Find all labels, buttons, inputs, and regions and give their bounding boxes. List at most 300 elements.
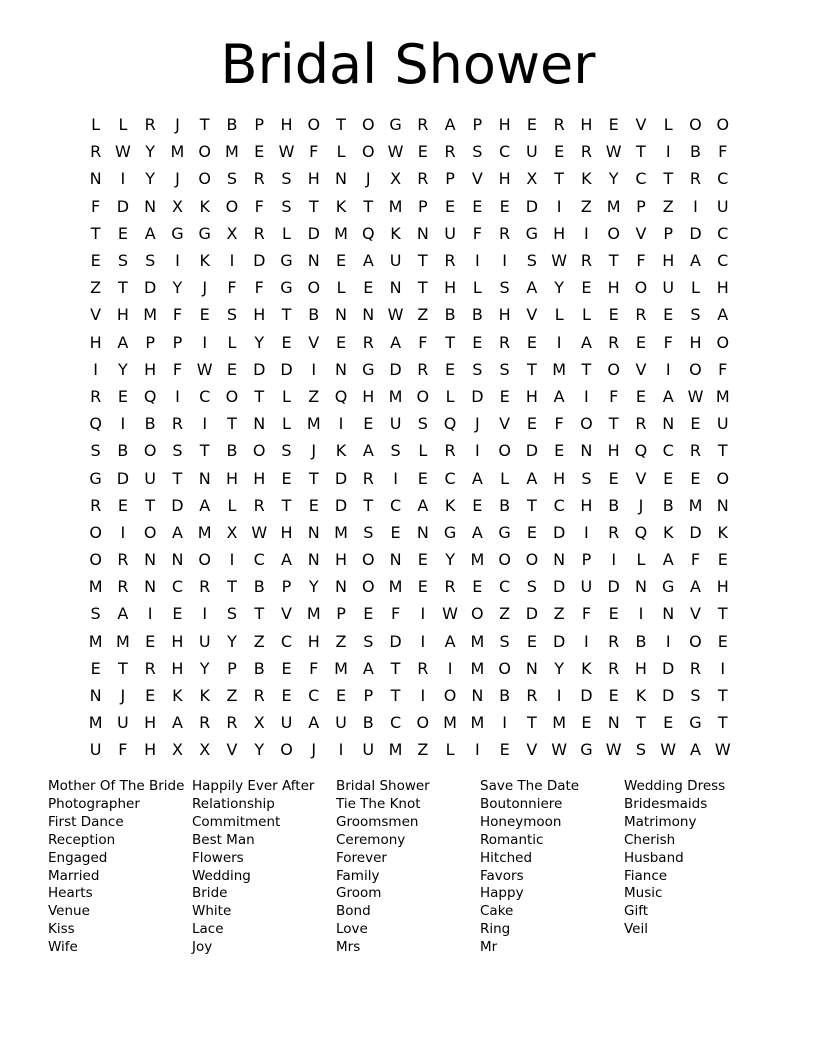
grid-letter: S — [117, 251, 128, 271]
word-list-item: Tie The Knot — [336, 795, 421, 812]
grid-letter: O — [416, 713, 430, 733]
grid-letter: R — [444, 577, 456, 597]
grid-letter: F — [309, 658, 319, 678]
grid-letter: D — [525, 196, 539, 216]
grid-letter: B — [253, 577, 265, 597]
grid-letter: N — [716, 495, 729, 515]
grid-letter: M — [552, 359, 567, 379]
grid-letter: N — [335, 577, 347, 597]
grid-letter: O — [689, 359, 702, 379]
grid-letter: S — [417, 414, 428, 434]
grid-letter: I — [665, 359, 671, 379]
grid-letter: E — [417, 550, 428, 570]
grid-letter: T — [145, 495, 156, 515]
grid-row — [82, 546, 736, 573]
grid-letter: B — [117, 441, 129, 461]
grid-letter: R — [608, 658, 620, 678]
grid-letter: U — [362, 740, 375, 760]
grid-letter: H — [144, 359, 157, 379]
grid-letter: L — [336, 278, 346, 298]
grid-letter: A — [362, 251, 374, 271]
grid-letter: H — [553, 468, 566, 488]
grid-letter: G — [280, 251, 293, 271]
grid-letter: J — [311, 441, 317, 461]
grid-letter: I — [474, 441, 480, 461]
grid-letter: L — [663, 115, 673, 135]
grid-letter: B — [499, 495, 511, 515]
grid-letter: A — [717, 305, 729, 325]
grid-letter: R — [253, 223, 265, 243]
grid-letter: W — [714, 740, 731, 760]
grid-letter: H — [716, 577, 729, 597]
grid-letter: E — [608, 686, 619, 706]
grid-letter: I — [420, 604, 426, 624]
grid-letter: I — [420, 631, 426, 651]
grid-letter: M — [88, 713, 103, 733]
word-list-item: Husband — [624, 849, 684, 866]
grid-letter: R — [90, 142, 102, 162]
word-list-item: Music — [624, 885, 663, 902]
grid-letter: L — [118, 115, 128, 135]
grid-letter: N — [662, 604, 675, 624]
grid-letter: T — [554, 169, 565, 189]
grid-letter: K — [172, 686, 183, 706]
grid-row — [82, 464, 736, 491]
grid-letter: O — [89, 522, 102, 542]
grid-letter: H — [525, 386, 538, 406]
grid-letter: Z — [90, 278, 102, 298]
grid-letter: J — [311, 740, 317, 760]
grid-letter: B — [226, 115, 238, 135]
grid-letter: A — [662, 550, 674, 570]
grid-letter: C — [499, 142, 511, 162]
grid-letter: L — [691, 278, 700, 298]
grid-letter: C — [199, 386, 211, 406]
grid-letter: V — [90, 305, 102, 325]
grid-letter: A — [690, 577, 701, 597]
grid-letter: R — [608, 631, 620, 651]
grid-letter: A — [417, 495, 429, 515]
grid-letter: B — [253, 658, 265, 678]
grid-row — [82, 628, 736, 655]
grid-letter: B — [226, 441, 238, 461]
grid-letter: G — [280, 278, 293, 298]
grid-letter: N — [335, 359, 347, 379]
grid-letter: P — [227, 658, 237, 678]
grid-letter: X — [526, 169, 538, 189]
grid-letter: R — [608, 332, 620, 352]
grid-letter: X — [226, 522, 238, 542]
grid-letter: U — [335, 713, 347, 733]
grid-row — [82, 329, 736, 356]
grid-letter: P — [636, 196, 646, 216]
grid-letter: Y — [199, 658, 210, 678]
grid-letter: P — [281, 577, 292, 597]
grid-letter: N — [553, 550, 566, 570]
grid-letter: M — [143, 305, 158, 325]
grid-letter: L — [227, 495, 237, 515]
grid-letter: X — [171, 740, 183, 760]
word-list-item: Romantic — [480, 831, 544, 848]
word-list-item: Married — [48, 867, 100, 884]
grid-letter: L — [581, 305, 591, 325]
grid-letter: H — [607, 441, 620, 461]
grid-letter: B — [308, 305, 320, 325]
grid-letter: G — [443, 522, 457, 542]
word-list-item: Ceremony — [336, 831, 406, 848]
grid-letter: P — [472, 115, 483, 135]
grid-letter: T — [636, 142, 646, 162]
grid-letter: I — [229, 251, 235, 271]
grid-letter: E — [199, 305, 210, 325]
grid-letter: H — [716, 278, 729, 298]
word-list-item: Joy — [192, 939, 213, 956]
grid-letter: H — [689, 332, 702, 352]
grid-letter: E — [717, 550, 728, 570]
grid-letter: O — [525, 550, 539, 570]
grid-letter: N — [307, 522, 320, 542]
grid-letter: T — [717, 604, 728, 624]
grid-letter: H — [498, 169, 511, 189]
grid-letter: F — [91, 196, 101, 216]
grid-letter: B — [499, 686, 511, 706]
grid-letter: F — [581, 604, 592, 624]
grid-letter: E — [554, 142, 565, 162]
grid-letter: I — [474, 251, 480, 271]
grid-letter: N — [89, 686, 102, 706]
grid-letter: G — [171, 223, 184, 243]
grid-letter: S — [635, 740, 647, 760]
grid-letter: P — [417, 196, 428, 216]
grid-letter: E — [472, 332, 483, 352]
grid-letter: N — [144, 550, 157, 570]
grid-letter: F — [172, 305, 183, 325]
grid-letter: R — [635, 414, 647, 434]
grid-letter: D — [580, 686, 593, 706]
word-list-item: Best Man — [192, 831, 255, 848]
grid-letter: I — [175, 251, 180, 271]
word-list-item: Boutonniere — [480, 795, 563, 812]
grid-letter: O — [716, 332, 730, 352]
grid-letter: T — [363, 196, 374, 216]
word-list-item: Wedding Dress — [624, 778, 726, 794]
grid-row — [82, 301, 736, 328]
grid-letter: A — [117, 604, 129, 624]
grid-letter: R — [444, 251, 456, 271]
grid-letter: Z — [499, 604, 511, 624]
grid-letter: U — [389, 251, 402, 271]
grid-letter: N — [662, 414, 675, 434]
grid-letter: C — [171, 577, 184, 597]
grid-letter: W — [605, 142, 622, 162]
grid-letter: O — [716, 115, 730, 135]
grid-letter: E — [117, 223, 128, 243]
grid-letter: V — [635, 115, 647, 135]
grid-row — [82, 165, 736, 192]
grid-letter: K — [635, 686, 647, 706]
word-list-item: Wife — [48, 939, 78, 956]
grid-letter: E — [472, 577, 483, 597]
grid-letter: M — [470, 658, 485, 678]
grid-letter: D — [280, 359, 293, 379]
grid-letter: N — [253, 414, 266, 434]
grid-letter: E — [608, 468, 619, 488]
grid-letter: R — [635, 305, 647, 325]
grid-letter: E — [608, 305, 619, 325]
grid-letter: T — [445, 332, 455, 352]
grid-letter: F — [609, 386, 619, 406]
grid-letter: T — [118, 658, 128, 678]
word-list-item: Happy — [480, 885, 524, 902]
grid-letter: M — [443, 713, 457, 733]
grid-letter: J — [175, 115, 180, 135]
grid-letter: F — [472, 223, 482, 243]
word-list-item: Family — [336, 867, 380, 884]
grid-letter: I — [338, 740, 344, 760]
grid-letter: E — [363, 414, 374, 434]
grid-letter: U — [716, 196, 729, 216]
grid-letter: W — [551, 740, 568, 760]
grid-letter: I — [311, 359, 317, 379]
grid-letter: I — [202, 414, 208, 434]
grid-letter: A — [390, 332, 402, 352]
grid-letter: R — [417, 115, 429, 135]
grid-letter: E — [472, 196, 483, 216]
word-list-item: Matrimony — [624, 813, 697, 830]
grid-letter: T — [281, 495, 292, 515]
grid-letter: H — [335, 550, 348, 570]
page-title: Bridal Shower — [220, 33, 596, 96]
grid-letter: U — [280, 713, 293, 733]
grid-letter: I — [693, 196, 698, 216]
grid-letter: C — [253, 550, 265, 570]
grid-letter: D — [116, 468, 130, 488]
grid-letter: A — [281, 550, 292, 570]
grid-letter: N — [307, 550, 320, 570]
grid-letter: C — [499, 577, 511, 597]
grid-letter: F — [227, 278, 237, 298]
grid-letter: I — [665, 142, 671, 162]
grid-letter: G — [198, 223, 211, 243]
grid-letter: N — [198, 468, 211, 488]
grid-letter: E — [117, 495, 128, 515]
grid-letter: I — [447, 658, 453, 678]
grid-letter: R — [526, 686, 538, 706]
grid-letter: Q — [361, 223, 375, 243]
grid-letter: H — [607, 278, 620, 298]
word-list-item: Bridesmaids — [624, 795, 708, 812]
grid-letter: R — [580, 142, 592, 162]
grid-letter: X — [199, 740, 211, 760]
grid-letter: F — [309, 142, 319, 162]
grid-letter: A — [580, 332, 592, 352]
grid-letter: A — [308, 713, 320, 733]
grid-letter: N — [389, 550, 402, 570]
grid-letter: E — [608, 115, 619, 135]
grid-letter: H — [662, 251, 675, 271]
grid-letter: Y — [254, 332, 265, 352]
grid-letter: E — [690, 468, 701, 488]
grid-letter: N — [335, 305, 347, 325]
grid-letter: O — [361, 577, 375, 597]
grid-letter: K — [717, 522, 728, 542]
grid-letter: O — [225, 196, 239, 216]
grid-letter: Q — [334, 386, 348, 406]
grid-letter: W — [387, 305, 404, 325]
grid-letter: H — [580, 115, 593, 135]
grid-letter: K — [335, 441, 347, 461]
grid-letter: Y — [308, 577, 319, 597]
grid-letter: R — [444, 441, 456, 461]
grid-letter: Y — [608, 169, 619, 189]
grid-letter: R — [253, 169, 265, 189]
grid-letter: V — [635, 359, 647, 379]
grid-letter: F — [418, 332, 428, 352]
word-list-item: Mr — [480, 939, 498, 956]
grid-letter: B — [471, 305, 483, 325]
grid-letter: O — [498, 658, 511, 678]
word-list-item: Cherish — [624, 831, 676, 848]
grid-letter: E — [499, 196, 510, 216]
word-column — [336, 778, 480, 957]
grid-letter: E — [526, 522, 537, 542]
grid-letter: L — [445, 740, 455, 760]
grid-letter: V — [471, 169, 483, 189]
grid-letter: E — [172, 604, 183, 624]
grid-letter: I — [393, 468, 398, 488]
grid-letter: M — [470, 550, 485, 570]
grid-letter: T — [227, 414, 237, 434]
word-list — [48, 778, 768, 957]
grid-letter: V — [635, 223, 647, 243]
grid-letter: B — [608, 495, 620, 515]
grid-letter: E — [90, 658, 101, 678]
word-list-item: Reception — [48, 831, 116, 848]
grid-letter: T — [663, 169, 674, 189]
grid-letter: A — [526, 278, 538, 298]
grid-letter: W — [251, 522, 268, 542]
grid-letter: N — [607, 713, 620, 733]
grid-letter: D — [307, 223, 320, 243]
grid-letter: W — [605, 740, 622, 760]
grid-letter: J — [365, 169, 371, 189]
grid-letter: H — [253, 305, 266, 325]
grid-letter: E — [445, 359, 456, 379]
grid-row — [82, 600, 736, 627]
grid-letter: O — [689, 115, 702, 135]
grid-letter: P — [581, 550, 592, 570]
grid-letter: S — [281, 441, 292, 461]
grid-letter: Y — [145, 169, 156, 189]
grid-letter: O — [580, 414, 593, 434]
grid-letter: E — [663, 305, 674, 325]
grid-letter: H — [307, 631, 320, 651]
word-list-item: Relationship — [192, 795, 275, 812]
grid-letter: C — [389, 713, 402, 733]
grid-letter: E — [363, 278, 374, 298]
grid-letter: E — [145, 686, 156, 706]
grid-letter: R — [253, 686, 265, 706]
grid-letter: S — [499, 278, 510, 298]
grid-letter: A — [471, 522, 483, 542]
grid-letter: W — [551, 251, 568, 271]
grid-letter: N — [335, 169, 347, 189]
grid-letter: A — [171, 522, 183, 542]
word-list-item: First Dance — [48, 813, 124, 830]
grid-letter: R — [499, 223, 511, 243]
grid-letter: C — [389, 495, 402, 515]
grid-letter: U — [89, 740, 102, 760]
grid-letter: T — [199, 115, 210, 135]
grid-letter: W — [114, 142, 131, 162]
grid-letter: M — [306, 414, 321, 434]
grid-row — [82, 220, 736, 247]
grid-letter: U — [526, 142, 538, 162]
grid-letter: E — [308, 495, 319, 515]
grid-letter: N — [525, 658, 538, 678]
grid-letter: S — [499, 631, 510, 651]
grid-letter: L — [418, 441, 428, 461]
grid-row — [82, 111, 736, 138]
grid-letter: N — [634, 577, 647, 597]
grid-letter: H — [144, 713, 157, 733]
grid-letter: F — [118, 740, 128, 760]
grid-letter: D — [334, 495, 348, 515]
grid-letter: V — [635, 468, 647, 488]
grid-letter: R — [689, 169, 702, 189]
grid-letter: D — [607, 577, 620, 597]
grid-letter: S — [226, 169, 238, 189]
grid-letter: T — [581, 359, 592, 379]
grid-letter: Q — [143, 386, 157, 406]
grid-letter: I — [120, 522, 126, 542]
grid-letter: K — [581, 658, 592, 678]
grid-letter: V — [281, 604, 292, 624]
grid-letter: D — [253, 251, 266, 271]
grid-letter: E — [581, 278, 592, 298]
grid-letter: E — [281, 686, 292, 706]
grid-letter: E — [145, 631, 156, 651]
grid-letter: T — [417, 278, 428, 298]
grid-letter: G — [362, 359, 375, 379]
word-list-item: White — [192, 903, 232, 920]
grid-letter: U — [144, 468, 157, 488]
grid-letter: X — [390, 169, 402, 189]
grid-row — [82, 573, 736, 600]
grid-row — [82, 736, 736, 763]
grid-letter: M — [606, 196, 621, 216]
grid-letter: K — [444, 495, 456, 515]
grid-letter: O — [225, 386, 239, 406]
grid-letter: R — [580, 251, 592, 271]
grid-letter: M — [115, 631, 130, 651]
grid-letter: L — [282, 386, 291, 406]
grid-letter: I — [665, 631, 671, 651]
grid-letter: I — [556, 196, 562, 216]
grid-letter: C — [444, 468, 456, 488]
grid-letter: O — [143, 441, 157, 461]
grid-letter: U — [580, 577, 593, 597]
grid-row — [82, 410, 736, 437]
grid-letter: R — [199, 713, 211, 733]
grid-letter: I — [420, 686, 426, 706]
grid-letter: I — [338, 414, 344, 434]
grid-letter: E — [526, 414, 537, 434]
grid-letter: T — [90, 223, 101, 243]
grid-letter: R — [144, 658, 156, 678]
grid-letter: E — [635, 386, 646, 406]
grid-letter: T — [526, 713, 537, 733]
